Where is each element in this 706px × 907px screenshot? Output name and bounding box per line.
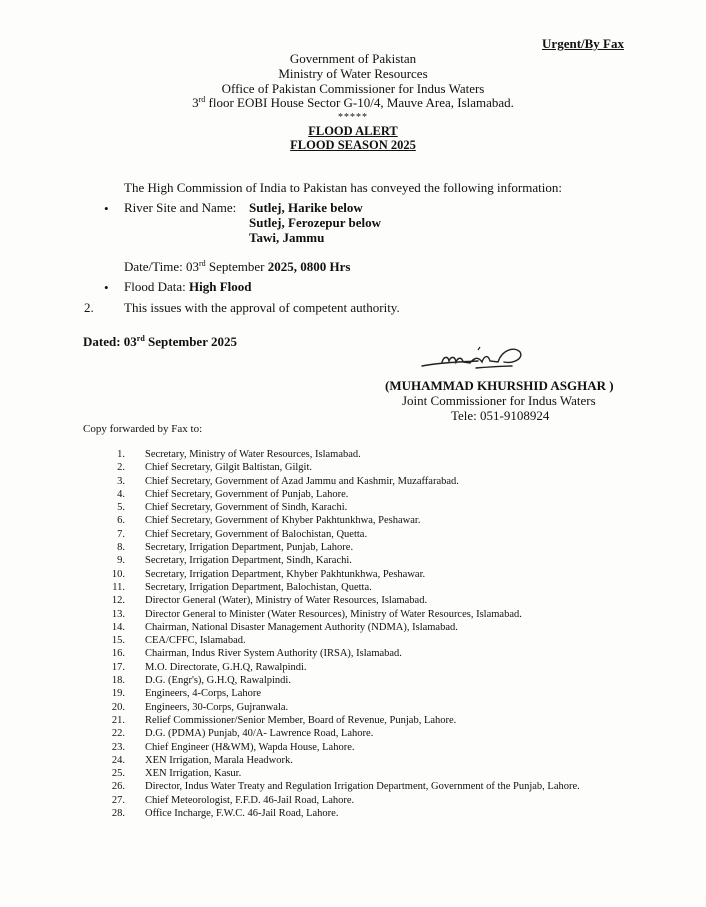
list-item-number: 25. bbox=[111, 768, 125, 780]
list-item-number: 16. bbox=[111, 648, 125, 660]
title-flood-alert: FLOOD ALERT bbox=[308, 124, 398, 138]
signatory-tel: Tele: 051-9108924 bbox=[451, 408, 550, 423]
dated-line: Dated: 03rd September 2025 bbox=[83, 334, 237, 349]
list-item-text: Chief Secretary, Gilgit Baltistan, Gilgit. bbox=[145, 462, 312, 474]
list-item-text: Chief Secretary, Government of Punjab, Lahore. bbox=[145, 488, 349, 500]
header-office: Office of Pakistan Commissioner for Indus Waters bbox=[221, 81, 485, 96]
list-item-text: CEA/CFFC, Islamabad. bbox=[145, 635, 246, 647]
list-item-text: Secretary, Irrigation Department, Punjab, Lahore. bbox=[145, 542, 354, 554]
list-item-text: XEN Irrigation, Marala Headwork. bbox=[145, 754, 293, 766]
list-item-number: 18. bbox=[111, 675, 125, 687]
header-government: Government of Pakistan bbox=[289, 51, 417, 66]
list-item-number: 2. bbox=[117, 462, 125, 474]
list-item-text: Engineers, 4-Corps, Lahore bbox=[145, 688, 262, 700]
list-item bbox=[96, 488, 616, 501]
list-item-text: Chief Meteorologist, F.F.D. 46-Jail Road, Lahore. bbox=[145, 794, 355, 806]
river-site-3: Tawi, Jammu bbox=[249, 230, 325, 245]
river-site-1: Sutlej, Harike below bbox=[249, 200, 363, 215]
list-item-text: Chief Secretary, Government of Balochistan, Quetta. bbox=[145, 528, 368, 540]
list-item-number: 13. bbox=[111, 608, 125, 620]
list-item bbox=[96, 714, 616, 727]
list-item-number: 5. bbox=[117, 502, 125, 514]
list-item-number: 8. bbox=[117, 542, 125, 554]
header-address: 3rd floor EOBI House Sector G-10/4, Mauve Area, Islamabad. bbox=[192, 95, 514, 110]
list-item-text: Engineers, 30-Corps, Gujranwala. bbox=[145, 701, 289, 713]
list-item-number: 10. bbox=[111, 568, 125, 580]
list-item-number: 28. bbox=[111, 808, 125, 820]
list-item-number: 1. bbox=[117, 449, 125, 460]
list-item-text: Chairman, Indus River System Authority (IRSA), Islamabad. bbox=[145, 648, 402, 660]
list-item bbox=[96, 807, 616, 820]
list-item-number: 23. bbox=[111, 741, 125, 753]
list-item bbox=[96, 475, 616, 488]
list-item bbox=[96, 448, 616, 461]
list-item-text: Secretary, Irrigation Department, Sindh, Karachi. bbox=[145, 555, 352, 567]
list-item-number: 9. bbox=[117, 555, 125, 567]
list-item-text: Director General to Minister (Water Resources), Ministry of Water Resources, Islamabad. bbox=[145, 608, 522, 620]
list-item bbox=[96, 767, 616, 780]
list-item bbox=[96, 634, 616, 647]
list-item bbox=[96, 528, 616, 541]
list-item bbox=[96, 674, 616, 687]
list-item-text: Relief Commissioner/Senior Member, Board of Revenue, Punjab, Lahore. bbox=[145, 714, 457, 726]
list-item bbox=[96, 501, 616, 514]
list-item bbox=[96, 794, 616, 807]
signatory-designation: Joint Commissioner for Indus Waters bbox=[402, 393, 596, 408]
list-item bbox=[96, 754, 616, 767]
list-item bbox=[96, 661, 616, 674]
river-label: River Site and Name: bbox=[124, 200, 237, 215]
signature-image bbox=[418, 342, 530, 378]
list-item bbox=[96, 701, 616, 714]
list-item-text: Secretary, Irrigation Department, Balochistan, Quetta. bbox=[145, 581, 372, 593]
signatory-name: (MUHAMMAD KHURSHID ASGHAR ) bbox=[385, 378, 614, 393]
list-item-text: XEN Irrigation, Kasur. bbox=[145, 768, 242, 780]
list-item-text: Chief Secretary, Government of Azad Jammu and Kashmir, Muzaffarabad. bbox=[145, 475, 459, 487]
list-item-number: 17. bbox=[111, 661, 125, 673]
list-item-number: 19. bbox=[111, 688, 125, 700]
list-item bbox=[96, 594, 616, 607]
list-item-text: D.G. (PDMA) Punjab, 40/A- Lawrence Road, Lahore. bbox=[145, 728, 374, 740]
list-item-text: Chief Secretary, Government of Sindh, Karachi. bbox=[145, 502, 348, 514]
list-item-text: Office Incharge, F.W.C. 46-Jail Road, Lahore. bbox=[145, 808, 339, 820]
list-item-text: Director General (Water), Ministry of Water Resources, Islamabad. bbox=[145, 595, 428, 607]
forwarded-label: Copy forwarded by Fax to: bbox=[83, 423, 203, 435]
approval-text: This issues with the approval of competent authority. bbox=[124, 300, 400, 315]
list-item-number: 3. bbox=[117, 475, 125, 487]
intro-text: The High Commission of India to Pakistan has conveyed the following information: bbox=[124, 180, 562, 195]
list-item-text: M.O. Directorate, G.H.Q, Rawalpindi. bbox=[145, 661, 307, 673]
header-ministry: Ministry of Water Resources bbox=[278, 66, 428, 81]
list-item-number: 15. bbox=[111, 635, 125, 647]
title-flood-season: FLOOD SEASON 2025 bbox=[290, 138, 416, 152]
list-item bbox=[96, 514, 616, 527]
urgent-marking: Urgent/By Fax bbox=[542, 36, 624, 51]
list-item-number: 4. bbox=[117, 488, 125, 500]
bullet-icon: • bbox=[104, 280, 109, 295]
list-item-number: 12. bbox=[111, 595, 125, 607]
list-item-number: 14. bbox=[111, 621, 125, 633]
list-item-number: 27. bbox=[111, 794, 125, 806]
list-item bbox=[96, 581, 616, 594]
list-item-text: Director, Indus Water Treaty and Regulation Irrigation Department, Government of the Punjab, Lahore. bbox=[145, 781, 580, 793]
date-time: Date/Time: 03rd September 2025, 0800 Hrs bbox=[124, 259, 351, 274]
list-item bbox=[96, 727, 616, 740]
list-item-text: Chairman, National Disaster Management Authority (NDMA), Islamabad. bbox=[145, 621, 458, 633]
list-item-number: 7. bbox=[117, 528, 125, 540]
list-item-number: 26. bbox=[111, 781, 125, 793]
list-item bbox=[96, 608, 616, 621]
list-item bbox=[96, 741, 616, 754]
bullet-icon: • bbox=[104, 201, 109, 216]
list-item bbox=[96, 647, 616, 660]
list-item bbox=[96, 461, 616, 474]
list-item-number: 21. bbox=[111, 714, 125, 726]
list-item-text: D.G. (Engr's), G.H.Q, Rawalpindi. bbox=[145, 675, 291, 687]
list-item bbox=[96, 568, 616, 581]
list-item bbox=[96, 541, 616, 554]
list-item-number: 11. bbox=[112, 581, 125, 593]
list-item bbox=[96, 621, 616, 634]
list-item-text: Secretary, Ministry of Water Resources, Islamabad. bbox=[145, 449, 361, 460]
list-item-number: 20. bbox=[111, 701, 125, 713]
list-item bbox=[96, 780, 616, 793]
list-item-text: Chief Secretary, Government of Khyber Pakhtunkhwa, Peshawar. bbox=[145, 515, 421, 527]
recipient-list bbox=[96, 448, 616, 820]
list-item-text: Chief Engineer (H&WM), Wapda House, Lahore. bbox=[145, 741, 355, 753]
list-item-text: Secretary, Irrigation Department, Khyber Pakhtunkhwa, Peshawar. bbox=[145, 568, 426, 580]
list-item-number: 6. bbox=[117, 515, 125, 527]
flood-data: Flood Data: High Flood bbox=[124, 279, 252, 294]
river-site-2: Sutlej, Ferozepur below bbox=[249, 215, 382, 230]
header-separator: ***** bbox=[338, 112, 368, 123]
list-item-number: 24. bbox=[111, 754, 125, 766]
list-item-number: 22. bbox=[111, 728, 125, 740]
paragraph-number: 2. bbox=[84, 300, 94, 315]
list-item bbox=[96, 687, 616, 700]
list-item bbox=[96, 554, 616, 567]
